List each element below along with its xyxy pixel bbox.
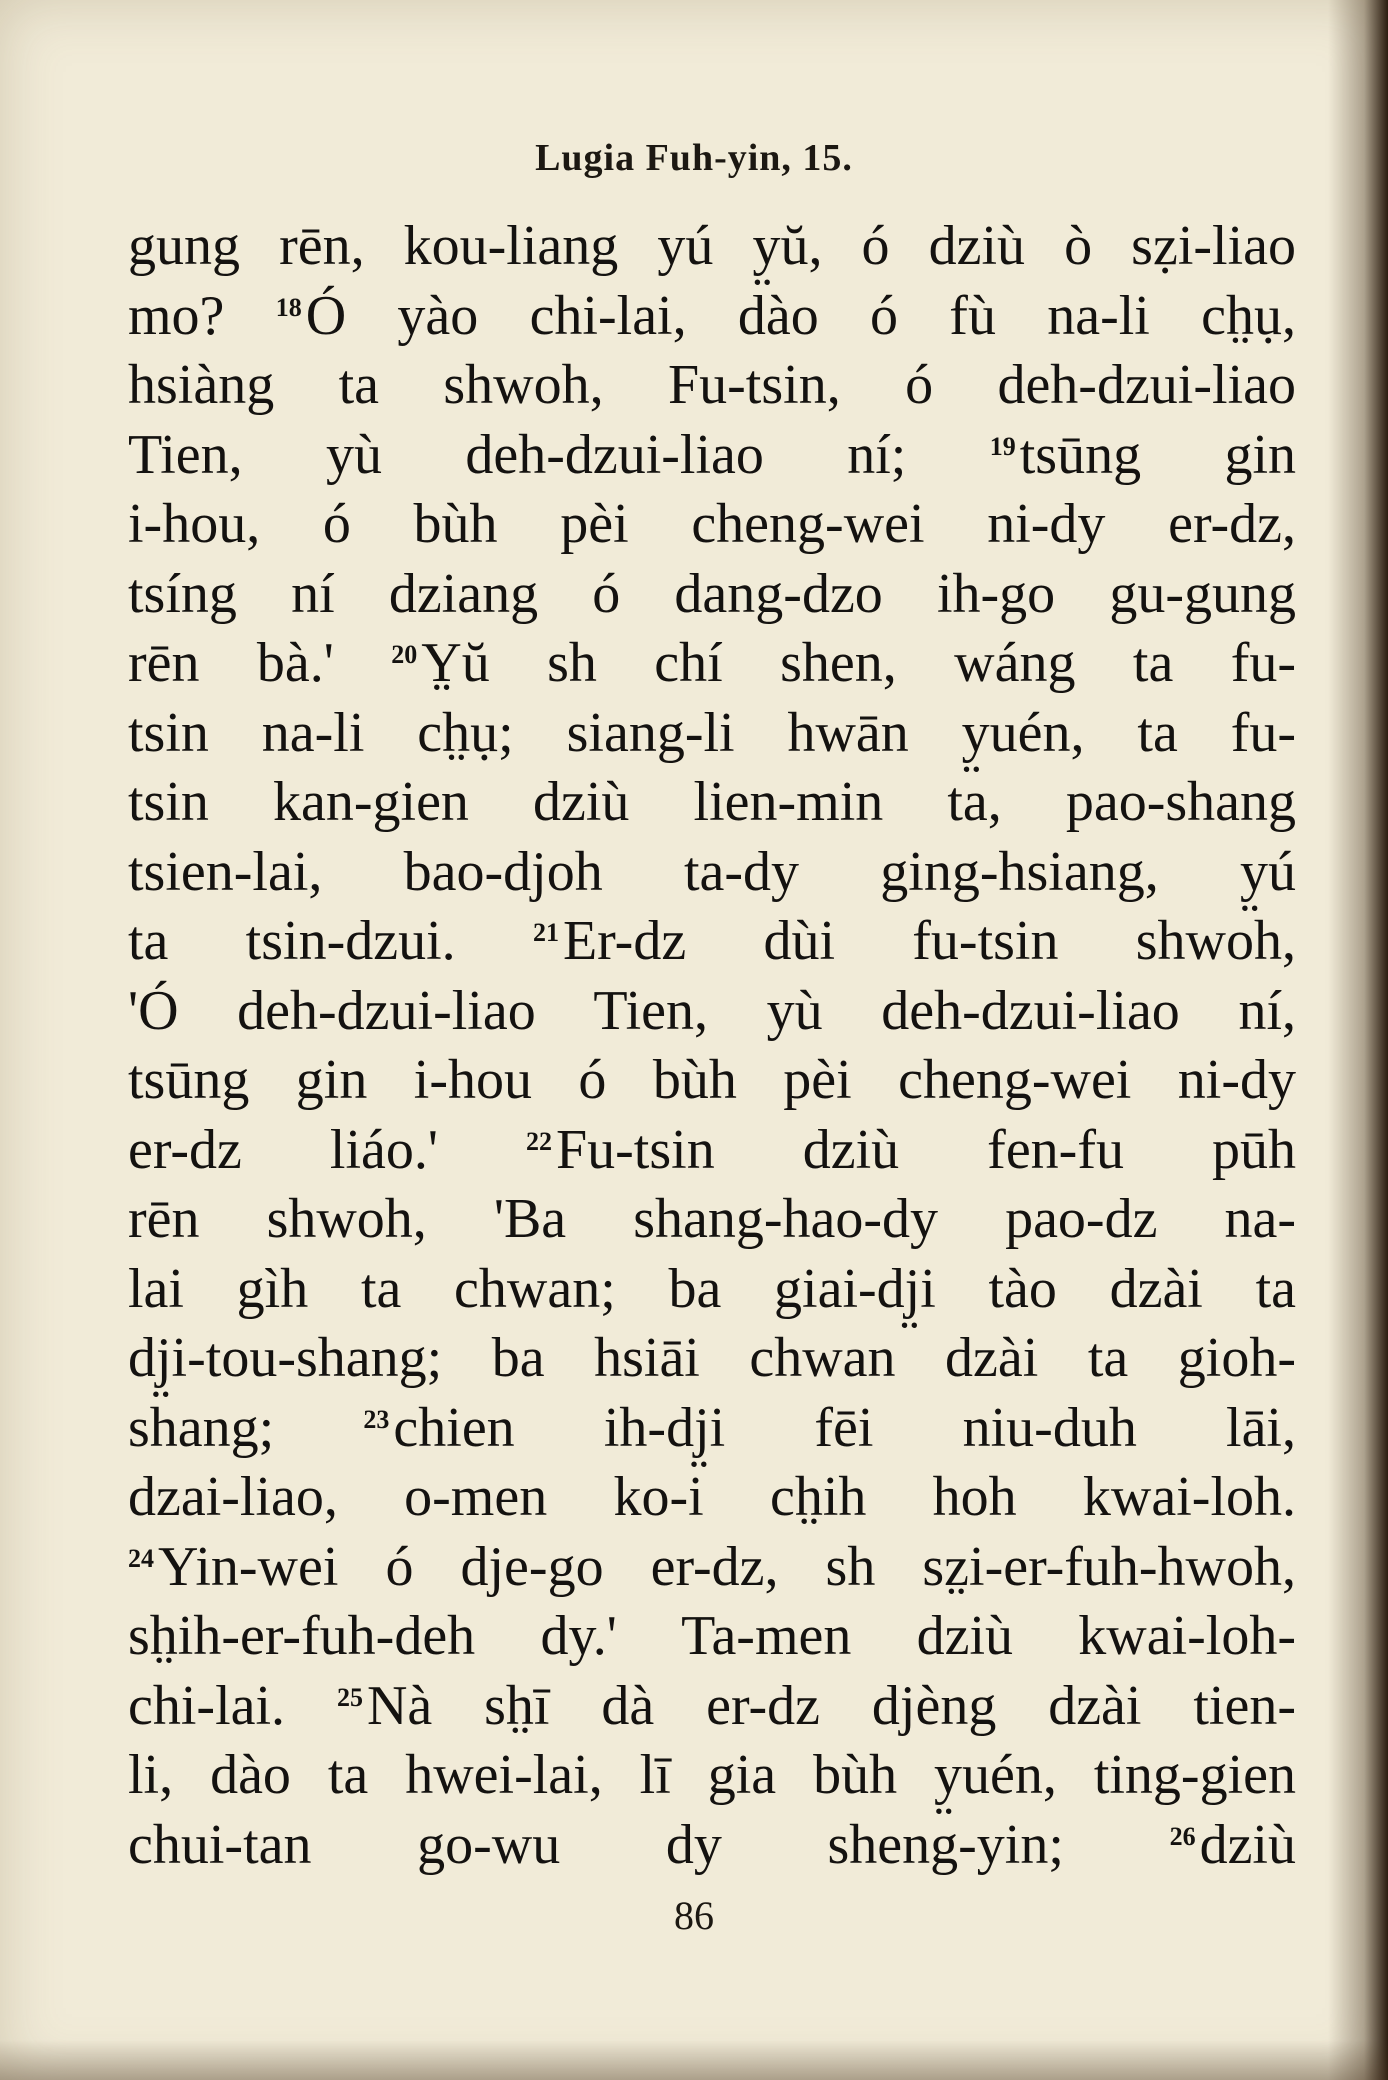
text-line — [128, 490, 1296, 560]
text-run: li, dào ta hwei-lai, lī gia bùh y̤uén, ting-gien — [128, 1744, 1296, 1806]
body-text — [128, 212, 1296, 1880]
text-run: sh̤ih-er-fuh-deh dy.' Ta-men dziù kwai-loh- — [128, 1605, 1296, 1667]
verse-number: 23 — [363, 1404, 390, 1434]
text-line — [128, 282, 1296, 352]
text-run: Er-dz dùi fu-tsin shwoh, — [562, 910, 1296, 972]
text-line — [128, 560, 1296, 630]
verse-number: 21 — [532, 918, 559, 947]
text-run: gung rēn, kou-liang yú y̤ŭ, ó dziù ò sẓi-liao — [128, 215, 1296, 277]
text-run: er-dz liáo.' — [128, 1118, 526, 1181]
verse-number: 24 — [128, 1543, 154, 1573]
text-line — [128, 768, 1296, 838]
text-line — [128, 421, 1296, 491]
text-line — [128, 1741, 1296, 1811]
text-run: tsien-lai, bao-djoh ta-dy ging-hsiang, y̤ú — [128, 840, 1296, 903]
verse-number: 26 — [1169, 1821, 1196, 1851]
text-line — [128, 907, 1296, 977]
text-run: chui-tan go-wu dy sheng-yin; — [128, 1813, 1170, 1876]
text-run: i-hou, ó bùh pèi cheng-wei ni-dy er-dz, — [128, 493, 1296, 555]
text-line — [128, 1324, 1296, 1394]
text-run: tsíng ní dziang ó dang-dzo ih-go gu-gung — [128, 562, 1296, 625]
text-line — [128, 699, 1296, 769]
page-bottom-edge — [0, 2040, 1388, 2080]
running-header: Lugia Fuh-yin, 15. — [535, 137, 853, 179]
page-number: 86 — [674, 1893, 714, 1938]
text-run: rēn shwoh, 'Ba shang-hao-dy pao-dz na- — [128, 1188, 1296, 1250]
text-run: Nà sh̤ī dà er-dz djèng dzài tien- — [366, 1674, 1296, 1737]
text-run: Yin-wei ó dje-go er-dz, sh sz̤i-er-fuh-hwoh, — [158, 1535, 1296, 1598]
text-line — [128, 1046, 1296, 1116]
text-line — [128, 977, 1296, 1047]
book-spine-shadow — [1328, 0, 1388, 2080]
text-run: dzai-liao, o-men ko-i ch̤ih hoh kwai-loh. — [128, 1466, 1296, 1528]
text-run: Fu-tsin dziù fen-fu pūh — [556, 1118, 1296, 1181]
text-line — [128, 629, 1296, 699]
text-line — [128, 838, 1296, 908]
text-line — [128, 1463, 1296, 1533]
text-run: mo? — [128, 284, 276, 347]
text-run: rēn bà.' — [128, 632, 392, 694]
verse-number: 19 — [989, 431, 1016, 461]
text-run: ta tsin-dzui. — [128, 910, 533, 972]
text-line — [128, 1185, 1296, 1255]
text-run: tsūng gin — [1019, 423, 1296, 486]
text-run: chi-lai. — [128, 1674, 337, 1737]
text-line — [128, 1602, 1296, 1672]
text-line — [128, 1533, 1296, 1603]
text-run: Y̤ŭ sh chí shen, wáng ta fu- — [421, 632, 1296, 694]
text-run: dj̤i-tou-shang; ba hsiāi chwan dzài ta gioh- — [128, 1327, 1296, 1389]
text-run: Ó yào chi-lai, dào ó fù na-li ch̤ụ, — [305, 284, 1296, 347]
text-run: hsiàng ta shwoh, Fu-tsin, ó deh-dzui-liao — [128, 354, 1296, 416]
text-run: shang; — [128, 1396, 364, 1459]
text-run: 'Ó deh-dzui-liao Tien, yù deh-dzui-liao ní, — [128, 979, 1296, 1042]
text-run: lai gìh ta chwan; ba giai-dj̤i tào dzài ta — [128, 1257, 1296, 1320]
verse-number: 18 — [275, 292, 302, 322]
text-line — [128, 1255, 1296, 1325]
verse-number: 25 — [336, 1682, 363, 1712]
text-line — [128, 1116, 1296, 1186]
text-line — [128, 1394, 1296, 1464]
verse-number: 22 — [526, 1126, 552, 1156]
verse-number: 20 — [391, 640, 418, 669]
text-line — [128, 1672, 1296, 1742]
text-run: tsin kan-gien dziù lien-min ta, pao-shang — [128, 771, 1296, 833]
text-line — [128, 1811, 1296, 1881]
text-run: dziù — [1199, 1813, 1296, 1876]
text-run: tsūng gin i-hou ó bùh pèi cheng-wei ni-dy — [128, 1049, 1296, 1111]
text-run: tsin na-li ch̤ụ; siang-li hwān y̤uén, ta fu- — [128, 701, 1296, 764]
text-run: Tien, yù deh-dzui-liao ní; — [128, 423, 990, 486]
text-run: chien ih-dj̤i fēi niu-duh lāi, — [393, 1396, 1296, 1459]
text-line — [128, 212, 1296, 282]
text-line — [128, 351, 1296, 421]
